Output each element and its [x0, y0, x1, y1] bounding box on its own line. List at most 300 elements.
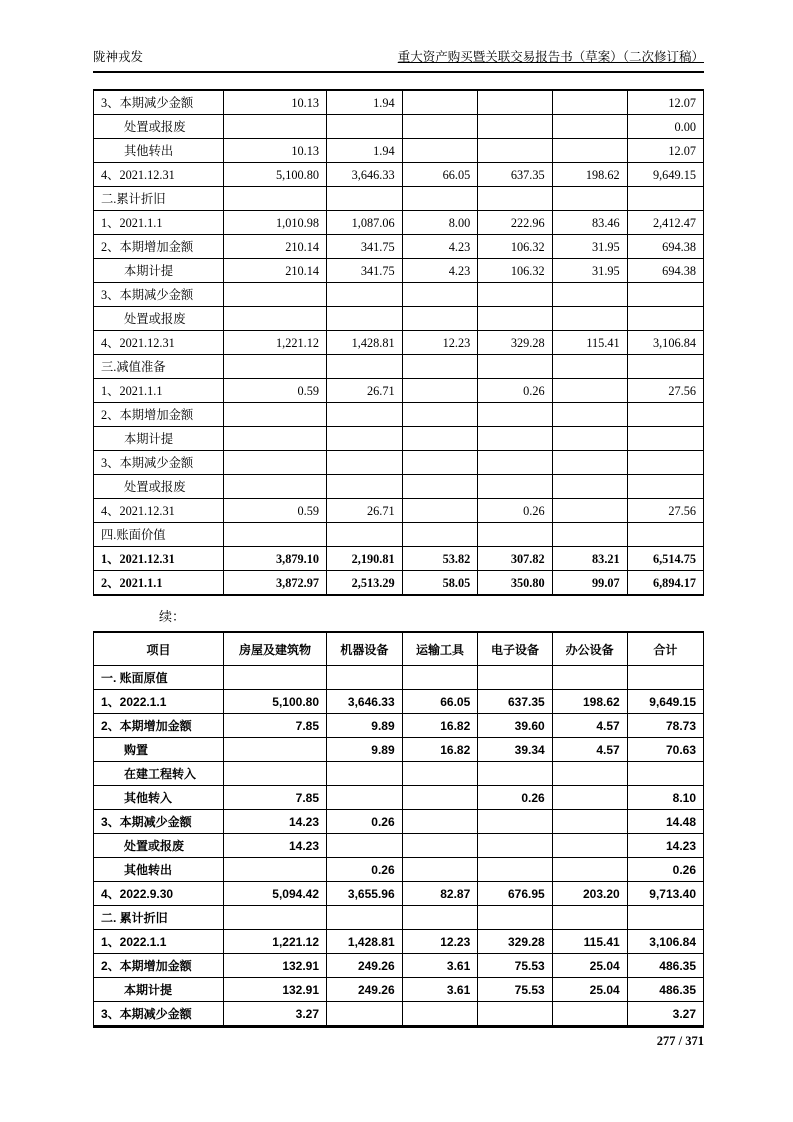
value-cell — [478, 115, 552, 139]
column-header: 房屋及建筑物 — [223, 632, 326, 666]
value-cell: 0.26 — [478, 499, 552, 523]
column-header: 办公设备 — [552, 632, 627, 666]
table-row — [94, 427, 704, 451]
value-cell: 3,646.33 — [327, 690, 403, 714]
value-cell: 694.38 — [627, 259, 703, 283]
value-cell: 2,190.81 — [327, 547, 403, 571]
value-cell — [327, 427, 403, 451]
value-cell: 39.34 — [478, 738, 552, 762]
table-row — [94, 499, 704, 523]
continuation-label: 续： — [159, 609, 186, 624]
value-cell: 75.53 — [478, 978, 552, 1002]
value-cell: 5,094.42 — [223, 882, 326, 906]
row-label: 处置或报废 — [94, 475, 224, 499]
value-cell: 4.23 — [402, 235, 478, 259]
value-cell — [402, 427, 478, 451]
value-cell — [478, 834, 552, 858]
value-cell: 27.56 — [627, 499, 703, 523]
value-cell: 8.00 — [402, 211, 478, 235]
value-cell: 14.48 — [627, 810, 703, 834]
row-label: 4、2021.12.31 — [94, 499, 224, 523]
table-row — [94, 858, 704, 882]
value-cell — [478, 283, 552, 307]
row-label: 本期计提 — [94, 427, 224, 451]
row-label: 本期计提 — [94, 259, 224, 283]
column-header: 项目 — [94, 632, 224, 666]
value-cell — [552, 451, 627, 475]
value-cell — [327, 762, 403, 786]
value-cell — [478, 307, 552, 331]
value-cell: 9.89 — [327, 714, 403, 738]
row-label: 3、本期减少金额 — [94, 90, 224, 115]
value-cell: 3,646.33 — [327, 163, 403, 187]
value-cell — [552, 90, 627, 115]
value-cell — [327, 115, 403, 139]
value-cell: 115.41 — [552, 930, 627, 954]
row-label: 2、本期增加金额 — [94, 403, 224, 427]
value-cell: 106.32 — [478, 235, 552, 259]
value-cell: 1.94 — [327, 139, 403, 163]
value-cell: 3,872.97 — [223, 571, 326, 596]
value-cell: 486.35 — [627, 978, 703, 1002]
value-cell: 12.23 — [402, 331, 478, 355]
value-cell: 99.07 — [552, 571, 627, 596]
value-cell: 0.26 — [327, 810, 403, 834]
table-row — [94, 666, 704, 690]
table-row — [94, 1002, 704, 1027]
value-cell — [552, 499, 627, 523]
value-cell: 10.13 — [223, 90, 326, 115]
value-cell — [627, 762, 703, 786]
value-cell — [327, 403, 403, 427]
value-cell — [552, 139, 627, 163]
value-cell — [223, 115, 326, 139]
value-cell — [478, 666, 552, 690]
table-row — [94, 834, 704, 858]
value-cell: 3,879.10 — [223, 547, 326, 571]
value-cell: 1,087.06 — [327, 211, 403, 235]
value-cell — [402, 139, 478, 163]
value-cell: 198.62 — [552, 690, 627, 714]
value-cell — [223, 427, 326, 451]
page-number: 277 / 371 — [656, 1034, 704, 1048]
value-cell: 9,649.15 — [627, 690, 703, 714]
table-row — [94, 475, 704, 499]
row-label: 3、本期减少金额 — [94, 451, 224, 475]
value-cell: 78.73 — [627, 714, 703, 738]
value-cell: 0.26 — [627, 858, 703, 882]
value-cell: 3.27 — [627, 1002, 703, 1027]
value-cell — [402, 499, 478, 523]
value-cell — [478, 475, 552, 499]
value-cell — [627, 666, 703, 690]
value-cell: 9,713.40 — [627, 882, 703, 906]
row-label: 在建工程转入 — [94, 762, 224, 786]
value-cell: 26.71 — [327, 499, 403, 523]
value-cell: 7.85 — [223, 786, 326, 810]
value-cell: 486.35 — [627, 954, 703, 978]
row-label: 购置 — [94, 738, 224, 762]
value-cell: 2,513.29 — [327, 571, 403, 596]
value-cell: 58.05 — [402, 571, 478, 596]
table-row — [94, 379, 704, 403]
value-cell — [327, 187, 403, 211]
value-cell: 3.61 — [402, 954, 478, 978]
value-cell — [402, 307, 478, 331]
row-label: 二. 累计折旧 — [94, 906, 224, 930]
value-cell: 1,428.81 — [327, 930, 403, 954]
value-cell — [627, 475, 703, 499]
value-cell: 6,514.75 — [627, 547, 703, 571]
value-cell: 4.57 — [552, 714, 627, 738]
value-cell: 6,894.17 — [627, 571, 703, 596]
column-header: 运输工具 — [402, 632, 478, 666]
value-cell — [478, 906, 552, 930]
value-cell — [327, 355, 403, 379]
row-label: 其他转出 — [94, 139, 224, 163]
table-row — [94, 355, 704, 379]
value-cell: 1,010.98 — [223, 211, 326, 235]
value-cell — [552, 427, 627, 451]
value-cell: 66.05 — [402, 690, 478, 714]
table-row — [94, 115, 704, 139]
value-cell — [327, 834, 403, 858]
value-cell — [552, 355, 627, 379]
value-cell — [327, 283, 403, 307]
value-cell — [552, 403, 627, 427]
table-row — [94, 307, 704, 331]
value-cell — [327, 1002, 403, 1027]
value-cell — [402, 283, 478, 307]
value-cell — [478, 451, 552, 475]
value-cell: 14.23 — [627, 834, 703, 858]
value-cell: 637.35 — [478, 690, 552, 714]
row-label: 1、2022.1.1 — [94, 930, 224, 954]
value-cell — [223, 475, 326, 499]
table-row — [94, 978, 704, 1002]
table-row — [94, 882, 704, 906]
value-cell: 9.89 — [327, 738, 403, 762]
table-body — [94, 90, 704, 595]
row-label: 3、本期减少金额 — [94, 283, 224, 307]
value-cell: 694.38 — [627, 235, 703, 259]
table-row — [94, 738, 704, 762]
value-cell: 3.61 — [402, 978, 478, 1002]
value-cell: 637.35 — [478, 163, 552, 187]
value-cell: 10.13 — [223, 139, 326, 163]
value-cell: 3,655.96 — [327, 882, 403, 906]
value-cell: 31.95 — [552, 259, 627, 283]
value-cell: 7.85 — [223, 714, 326, 738]
table-row — [94, 283, 704, 307]
table-row — [94, 690, 704, 714]
value-cell: 0.26 — [478, 786, 552, 810]
value-cell — [478, 427, 552, 451]
table-row — [94, 331, 704, 355]
value-cell: 25.04 — [552, 978, 627, 1002]
value-cell — [478, 90, 552, 115]
value-cell: 1,221.12 — [223, 930, 326, 954]
row-label: 四.账面价值 — [94, 523, 224, 547]
value-cell — [627, 283, 703, 307]
table-row — [94, 930, 704, 954]
value-cell: 16.82 — [402, 714, 478, 738]
value-cell — [402, 379, 478, 403]
value-cell: 9,649.15 — [627, 163, 703, 187]
value-cell — [223, 187, 326, 211]
value-cell: 66.05 — [402, 163, 478, 187]
row-label: 3、本期减少金额 — [94, 1002, 224, 1027]
value-cell — [223, 523, 326, 547]
value-cell: 676.95 — [478, 882, 552, 906]
row-label: 1、2021.1.1 — [94, 379, 224, 403]
value-cell — [552, 810, 627, 834]
value-cell: 25.04 — [552, 954, 627, 978]
value-cell: 4.57 — [552, 738, 627, 762]
value-cell: 132.91 — [223, 954, 326, 978]
value-cell: 0.59 — [223, 499, 326, 523]
value-cell: 341.75 — [327, 235, 403, 259]
value-cell: 0.00 — [627, 115, 703, 139]
value-cell — [478, 523, 552, 547]
header-company-name: 陇神戎发 — [93, 50, 144, 64]
value-cell: 12.07 — [627, 139, 703, 163]
value-cell — [552, 115, 627, 139]
value-cell — [223, 738, 326, 762]
table-row — [94, 139, 704, 163]
value-cell: 1.94 — [327, 90, 403, 115]
value-cell — [478, 355, 552, 379]
value-cell — [402, 355, 478, 379]
value-cell — [627, 427, 703, 451]
depreciation-table-2022 — [93, 631, 704, 1028]
value-cell: 222.96 — [478, 211, 552, 235]
value-cell: 1,221.12 — [223, 331, 326, 355]
value-cell — [402, 475, 478, 499]
value-cell — [552, 762, 627, 786]
value-cell: 26.71 — [327, 379, 403, 403]
value-cell — [223, 666, 326, 690]
value-cell: 27.56 — [627, 379, 703, 403]
value-cell — [223, 906, 326, 930]
value-cell — [402, 762, 478, 786]
value-cell — [223, 451, 326, 475]
table-row — [94, 547, 704, 571]
table-row — [94, 714, 704, 738]
value-cell — [327, 475, 403, 499]
value-cell: 0.26 — [327, 858, 403, 882]
value-cell: 0.59 — [223, 379, 326, 403]
table-row — [94, 187, 704, 211]
value-cell — [223, 762, 326, 786]
value-cell — [402, 786, 478, 810]
value-cell: 1,428.81 — [327, 331, 403, 355]
table-body — [94, 666, 704, 1027]
value-cell — [552, 523, 627, 547]
value-cell — [552, 834, 627, 858]
value-cell: 8.10 — [627, 786, 703, 810]
value-cell — [627, 403, 703, 427]
table-row — [94, 451, 704, 475]
value-cell: 0.26 — [478, 379, 552, 403]
value-cell: 3.27 — [223, 1002, 326, 1027]
value-cell — [552, 187, 627, 211]
row-label: 一. 账面原值 — [94, 666, 224, 690]
value-cell — [402, 834, 478, 858]
value-cell: 329.28 — [478, 331, 552, 355]
table-row — [94, 786, 704, 810]
value-cell — [402, 810, 478, 834]
value-cell — [627, 307, 703, 331]
table-row — [94, 810, 704, 834]
value-cell — [402, 666, 478, 690]
table-header-row — [94, 632, 704, 666]
value-cell — [402, 1002, 478, 1027]
value-cell: 83.46 — [552, 211, 627, 235]
table-row — [94, 762, 704, 786]
value-cell — [552, 475, 627, 499]
table-row — [94, 571, 704, 596]
value-cell: 70.63 — [627, 738, 703, 762]
row-label: 二.累计折旧 — [94, 187, 224, 211]
value-cell — [478, 810, 552, 834]
value-cell — [552, 666, 627, 690]
value-cell — [627, 187, 703, 211]
value-cell: 82.87 — [402, 882, 478, 906]
value-cell — [402, 858, 478, 882]
value-cell — [478, 187, 552, 211]
row-label: 4、2022.9.30 — [94, 882, 224, 906]
value-cell — [402, 906, 478, 930]
value-cell: 31.95 — [552, 235, 627, 259]
column-header: 电子设备 — [478, 632, 552, 666]
value-cell — [402, 115, 478, 139]
value-cell — [327, 307, 403, 331]
value-cell — [627, 355, 703, 379]
value-cell — [552, 858, 627, 882]
value-cell — [327, 523, 403, 547]
row-label: 1、2021.1.1 — [94, 211, 224, 235]
value-cell — [327, 451, 403, 475]
value-cell — [223, 858, 326, 882]
value-cell — [552, 307, 627, 331]
row-label: 2、本期增加金额 — [94, 235, 224, 259]
row-label: 本期计提 — [94, 978, 224, 1002]
table-row — [94, 235, 704, 259]
value-cell — [552, 379, 627, 403]
value-cell — [402, 90, 478, 115]
column-header: 机器设备 — [327, 632, 403, 666]
value-cell — [402, 187, 478, 211]
row-label: 4、2021.12.31 — [94, 163, 224, 187]
value-cell: 106.32 — [478, 259, 552, 283]
row-label: 2、本期增加金额 — [94, 954, 224, 978]
value-cell: 75.53 — [478, 954, 552, 978]
value-cell: 350.80 — [478, 571, 552, 596]
value-cell — [327, 786, 403, 810]
table-row — [94, 523, 704, 547]
row-label: 4、2021.12.31 — [94, 331, 224, 355]
table-row — [94, 259, 704, 283]
value-cell — [627, 451, 703, 475]
header-report-title: 重大资产购买暨关联交易报告书（草案）（二次修订稿） — [397, 50, 704, 64]
value-cell — [627, 906, 703, 930]
value-cell: 307.82 — [478, 547, 552, 571]
value-cell: 12.23 — [402, 930, 478, 954]
value-cell: 12.07 — [627, 90, 703, 115]
table-row — [94, 211, 704, 235]
value-cell — [552, 786, 627, 810]
value-cell: 341.75 — [327, 259, 403, 283]
value-cell: 210.14 — [223, 259, 326, 283]
value-cell: 203.20 — [552, 882, 627, 906]
value-cell: 14.23 — [223, 834, 326, 858]
depreciation-table-2021 — [93, 89, 704, 596]
value-cell: 39.60 — [478, 714, 552, 738]
table-header — [94, 632, 704, 666]
value-cell: 83.21 — [552, 547, 627, 571]
row-label: 其他转入 — [94, 786, 224, 810]
value-cell: 2,412.47 — [627, 211, 703, 235]
row-label: 3、本期减少金额 — [94, 810, 224, 834]
value-cell: 5,100.80 — [223, 690, 326, 714]
table-row — [94, 954, 704, 978]
value-cell — [552, 1002, 627, 1027]
row-label: 1、2021.12.31 — [94, 547, 224, 571]
row-label: 三.减值准备 — [94, 355, 224, 379]
table-row — [94, 163, 704, 187]
value-cell — [327, 906, 403, 930]
value-cell — [223, 355, 326, 379]
value-cell — [478, 139, 552, 163]
value-cell — [223, 403, 326, 427]
value-cell — [223, 307, 326, 331]
value-cell: 53.82 — [402, 547, 478, 571]
row-label: 2、2021.1.1 — [94, 571, 224, 596]
table-row — [94, 906, 704, 930]
table-row — [94, 90, 704, 115]
value-cell: 198.62 — [552, 163, 627, 187]
column-header: 合计 — [627, 632, 703, 666]
value-cell — [327, 666, 403, 690]
value-cell: 249.26 — [327, 978, 403, 1002]
value-cell — [478, 1002, 552, 1027]
value-cell: 5,100.80 — [223, 163, 326, 187]
value-cell: 4.23 — [402, 259, 478, 283]
value-cell — [552, 906, 627, 930]
value-cell: 115.41 — [552, 331, 627, 355]
value-cell: 16.82 — [402, 738, 478, 762]
value-cell — [627, 523, 703, 547]
value-cell — [402, 403, 478, 427]
value-cell — [402, 523, 478, 547]
value-cell: 14.23 — [223, 810, 326, 834]
page-header — [93, 50, 704, 73]
row-label: 2、本期增加金额 — [94, 714, 224, 738]
value-cell: 3,106.84 — [627, 930, 703, 954]
value-cell — [478, 403, 552, 427]
value-cell: 132.91 — [223, 978, 326, 1002]
row-label: 处置或报废 — [94, 307, 224, 331]
row-label: 处置或报废 — [94, 115, 224, 139]
value-cell — [552, 283, 627, 307]
value-cell — [478, 762, 552, 786]
value-cell: 210.14 — [223, 235, 326, 259]
value-cell — [402, 451, 478, 475]
row-label: 处置或报废 — [94, 834, 224, 858]
value-cell: 249.26 — [327, 954, 403, 978]
value-cell — [223, 283, 326, 307]
